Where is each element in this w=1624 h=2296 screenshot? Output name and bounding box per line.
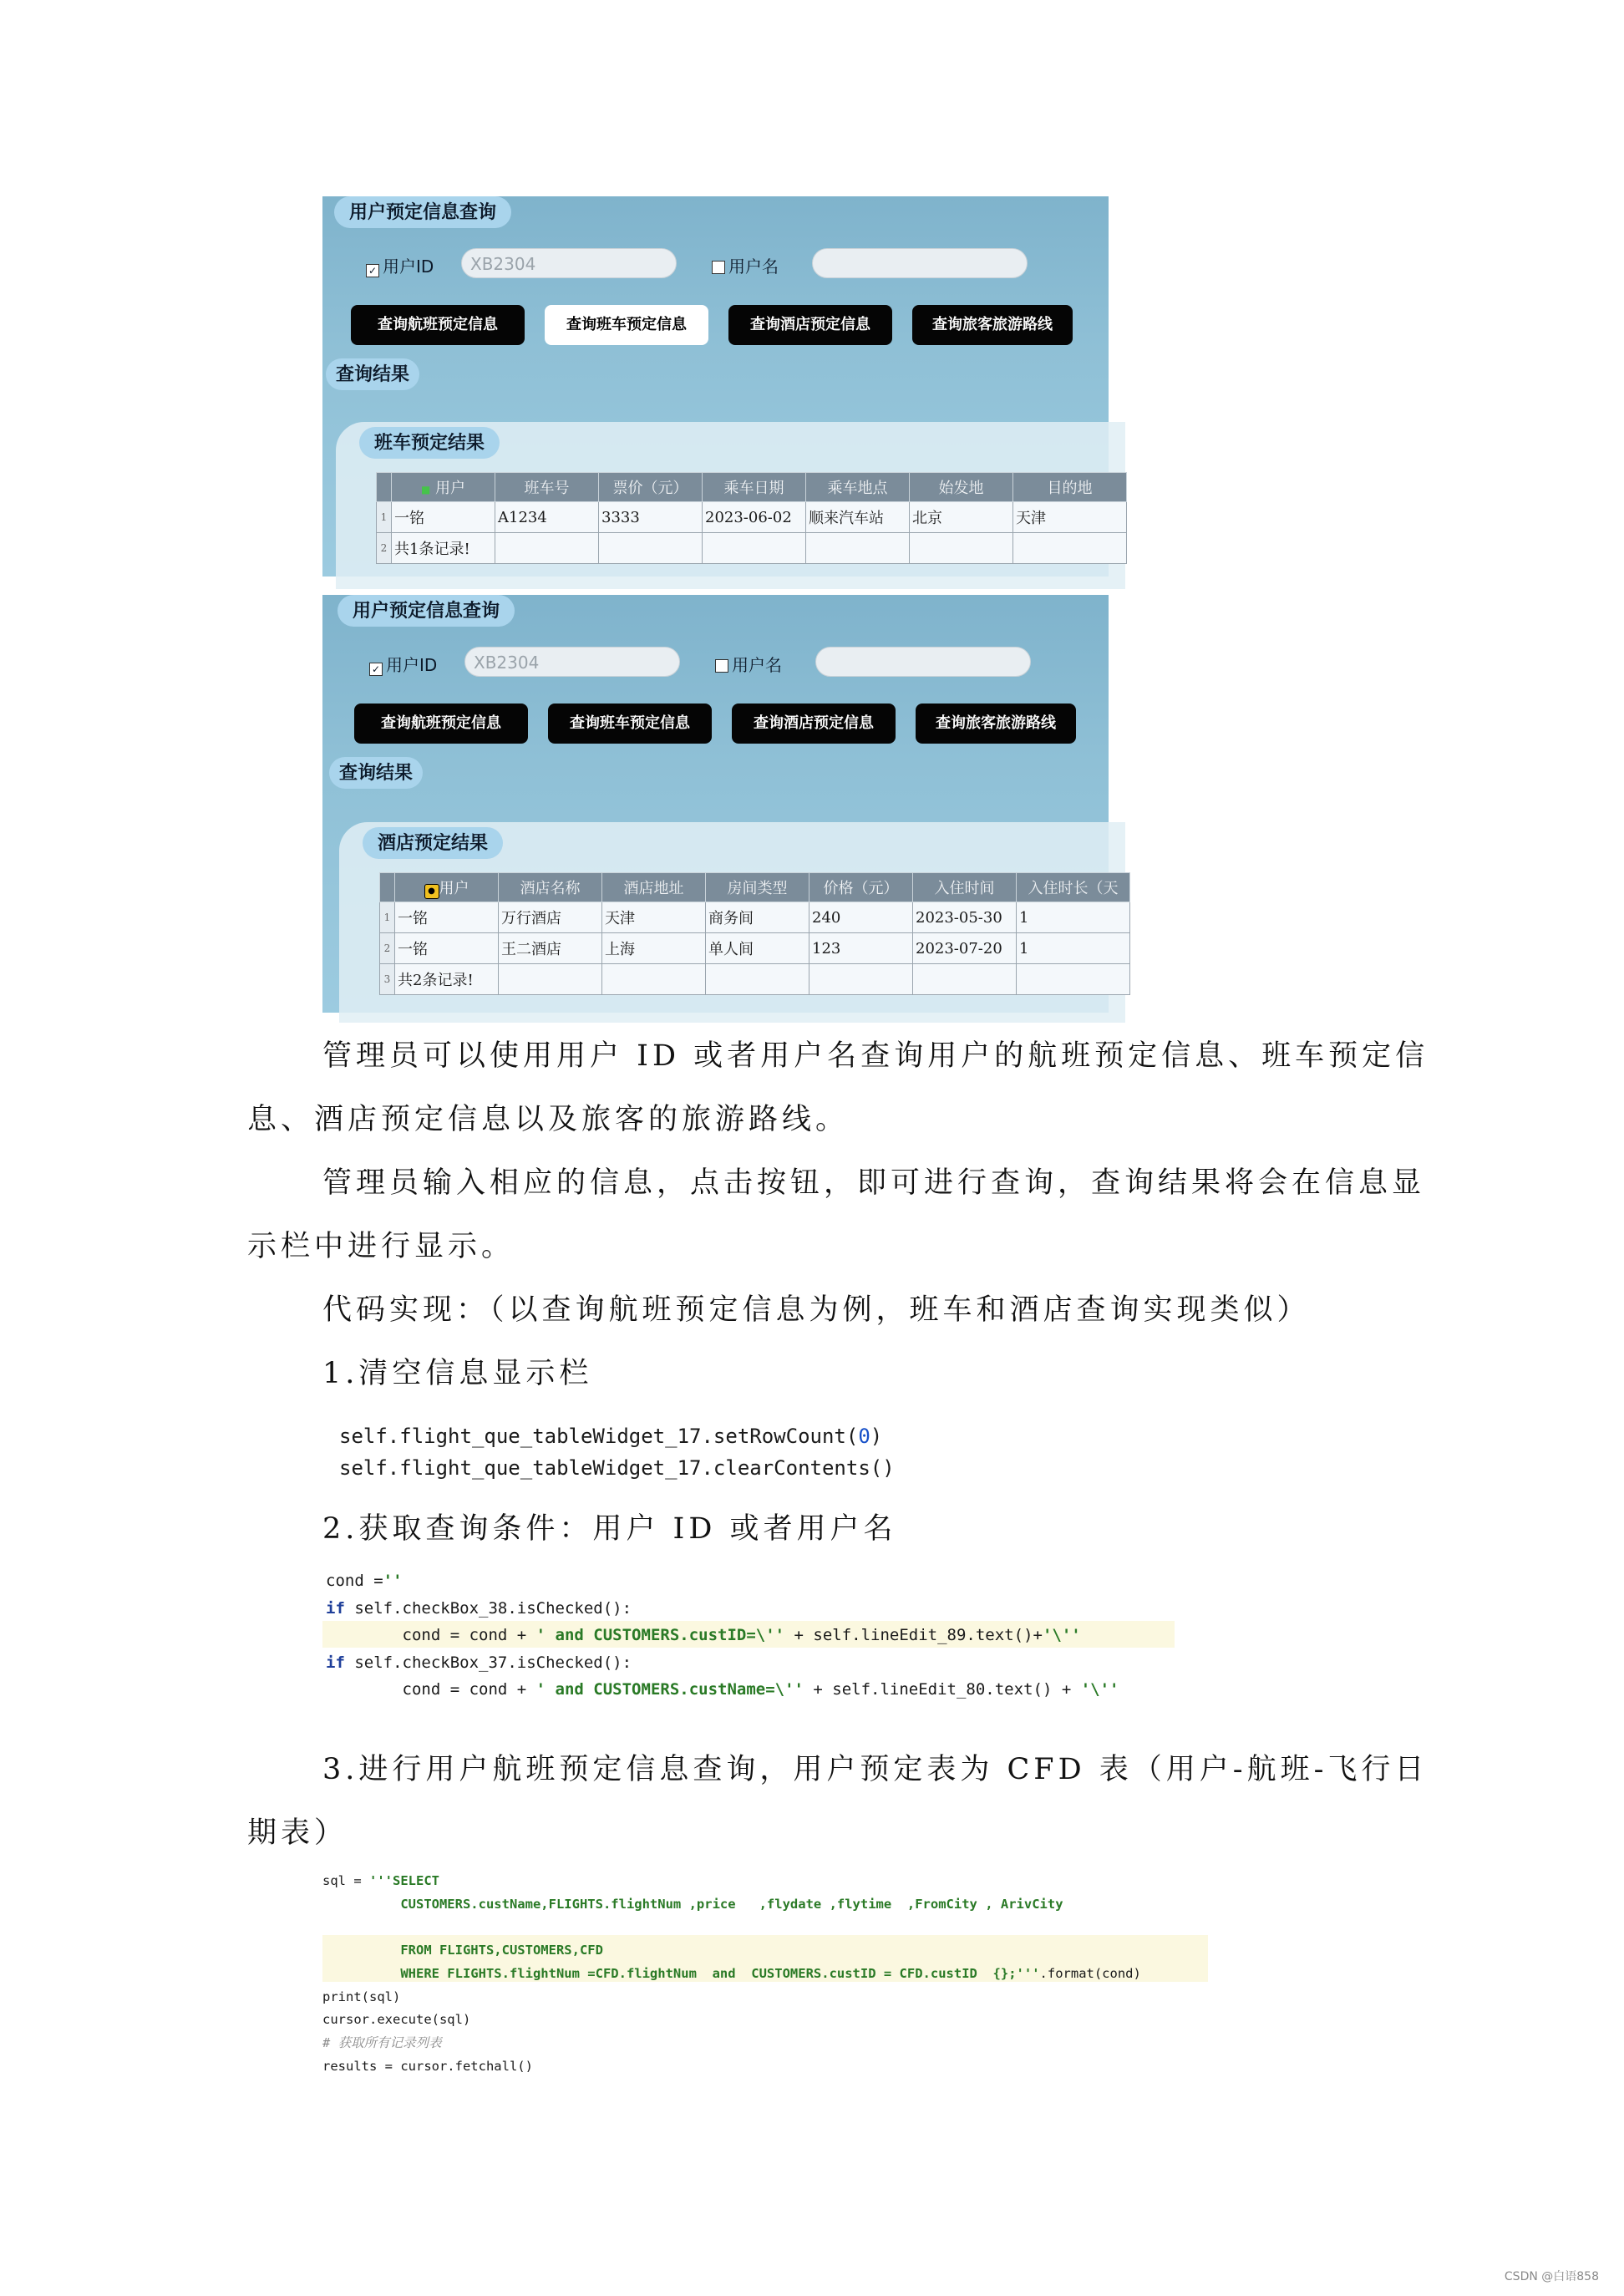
table-row[interactable] [380, 933, 1130, 964]
header-room-type[interactable]: 房间类型 [706, 873, 809, 902]
table-cell[interactable] [499, 964, 602, 995]
step-3-heading-line-2: 期表） [247, 1816, 348, 1850]
table-cell[interactable]: 北京 [910, 502, 1013, 533]
table-cell[interactable] [703, 533, 806, 564]
step-2-heading: 2.获取查询条件：用户 ID 或者用户名 [322, 1512, 897, 1546]
table-cell[interactable]: 万行酒店 [499, 902, 602, 933]
table-cell[interactable] [913, 964, 1017, 995]
section-title: 用户预定信息查询 [337, 595, 515, 627]
username-input[interactable] [812, 248, 1028, 278]
table-cell[interactable]: 天津 [1013, 502, 1127, 533]
table-cell[interactable]: 1 [1017, 902, 1130, 933]
query-bus-button[interactable]: 查询班车预定信息 [545, 305, 708, 345]
table-cell[interactable]: 商务间 [706, 902, 809, 933]
query-flight-button[interactable]: 查询航班预定信息 [351, 305, 525, 345]
userid-checkbox[interactable] [369, 652, 437, 676]
header-price[interactable]: 票价（元） [599, 473, 703, 502]
table-cell[interactable]: 天津 [602, 902, 706, 933]
table-cell[interactable] [1017, 964, 1130, 995]
checkbox-unchecked-icon[interactable] [712, 261, 725, 274]
table-cell[interactable]: 123 [809, 933, 913, 964]
header-origin[interactable]: 始发地 [910, 473, 1013, 502]
table-cell[interactable] [809, 964, 913, 995]
table-cell[interactable]: 一铭 [395, 933, 499, 964]
table-cell[interactable] [706, 964, 809, 995]
table-cell[interactable]: 共2条记录! [395, 964, 499, 995]
header-checkin[interactable]: 入住时间 [913, 873, 1017, 902]
table-cell[interactable]: 单人间 [706, 933, 809, 964]
result-title: 查询结果 [329, 757, 423, 789]
header-duration[interactable]: 入住时长（天 [1017, 873, 1130, 902]
table-row[interactable] [377, 533, 1127, 564]
table-cell[interactable]: 2023-06-02 [703, 502, 806, 533]
row-number: 3 [380, 964, 395, 995]
table-row[interactable] [377, 502, 1127, 533]
table-cell[interactable]: 一铭 [392, 502, 495, 533]
table-cell[interactable] [1013, 533, 1127, 564]
result-panel [336, 422, 1125, 589]
bus-result-table[interactable] [376, 472, 1127, 564]
table-cell[interactable]: 一铭 [395, 902, 499, 933]
paragraph-1-line-2: 息、酒店预定信息以及旅客的旅游路线。 [247, 1103, 850, 1136]
userid-checkbox[interactable] [366, 253, 434, 277]
code-block-sql: sql = '''SELECT CUSTOMERS.custName,FLIGHTS.flightNum ,price ,flydate ,flytime ,FromCity , ArivCity FROM FLIGHTS,CUSTOMERS,CFD WHERE FLIGHTS.flightNum =CFD.flightNum and CUSTOMERS.custID = CFD.custID {};'''.format(cond) print(sql) cursor.execute(sql) # 获取所有记录列表 results = cursor.fetchall() [322, 1873, 1141, 2074]
query-route-button[interactable]: 查询旅客旅游路线 [912, 305, 1073, 345]
hotel-result-table[interactable] [379, 872, 1130, 995]
table-cell[interactable]: 共1条记录! [392, 533, 495, 564]
row-number: 2 [380, 933, 395, 964]
header-bus-no[interactable]: 班车号 [495, 473, 599, 502]
table-cell[interactable] [495, 533, 599, 564]
header-place[interactable]: 乘车地点 [806, 473, 910, 502]
header-user[interactable]: ● 用户 [395, 873, 499, 902]
sort-icon: ■ [420, 484, 431, 495]
row-number: 1 [380, 902, 395, 933]
paragraph-1-line-1: 管理员可以使用用户 ID 或者用户名查询用户的航班预定信息、班车预定信 [322, 1039, 1429, 1073]
checkbox-checked-icon[interactable]: ✓ [369, 663, 383, 676]
code-block-clear: self.flight_que_tableWidget_17.setRowCount(0) self.flight_que_tableWidget_17.clearContents() [339, 1425, 895, 1480]
userid-input[interactable]: XB2304 [464, 647, 680, 677]
header-date[interactable]: 乘车日期 [703, 473, 806, 502]
row-number: 1 [377, 502, 392, 533]
username-input[interactable] [815, 647, 1031, 677]
header-price[interactable]: 价格（元） [809, 873, 913, 902]
step-1-heading: 1.清空信息显示栏 [322, 1357, 593, 1390]
table-cell[interactable]: 3333 [599, 502, 703, 533]
paragraph-2-line-1: 管理员输入相应的信息，点击按钮，即可进行查询，查询结果将会在信息显 [322, 1166, 1426, 1200]
bus-query-screenshot [322, 196, 1109, 577]
userid-label: 用户ID [386, 655, 438, 675]
table-cell[interactable] [806, 533, 910, 564]
table-row[interactable] [380, 902, 1130, 933]
table-cell[interactable]: 2023-05-30 [913, 902, 1017, 933]
table-cell[interactable]: A1234 [495, 502, 599, 533]
result-panel [339, 822, 1125, 1023]
checkbox-unchecked-icon[interactable] [715, 659, 728, 673]
checkbox-checked-icon[interactable]: ✓ [366, 264, 379, 277]
code-block-condition: cond ='' if self.checkBox_38.isChecked(): cond = cond + ' and CUSTOMERS.custID=\'' + self.lineEdit_89.text()+'\'' if self.checkBox_37.isChecked(): cond = cond + ' and CUSTOMERS.custName=\'' + self.lineEdit_80.text() + '\'' [326, 1572, 1119, 1699]
query-flight-button[interactable]: 查询航班预定信息 [354, 704, 528, 744]
query-bus-button[interactable]: 查询班车预定信息 [548, 704, 712, 744]
username-checkbox[interactable] [712, 253, 779, 277]
username-checkbox[interactable] [715, 652, 782, 676]
step-3-heading-line-1: 3.进行用户航班预定信息查询，用户预定表为 CFD 表（用户-航班-飞行日 [322, 1753, 1429, 1786]
paragraph-2-line-2: 示栏中进行显示。 [247, 1230, 515, 1263]
sort-icon: ● [424, 884, 439, 899]
table-cell[interactable] [602, 964, 706, 995]
query-hotel-button[interactable]: 查询酒店预定信息 [728, 305, 892, 345]
query-route-button[interactable]: 查询旅客旅游路线 [916, 704, 1076, 744]
table-cell[interactable]: 1 [1017, 933, 1130, 964]
header-user[interactable]: ■ 用户 [392, 473, 495, 502]
table-cell[interactable]: 2023-07-20 [913, 933, 1017, 964]
header-hotel-address[interactable]: 酒店地址 [602, 873, 706, 902]
table-cell[interactable]: 上海 [602, 933, 706, 964]
table-cell[interactable] [599, 533, 703, 564]
watermark: CSDN @白语858 [1504, 2270, 1599, 2283]
query-hotel-button[interactable]: 查询酒店预定信息 [732, 704, 896, 744]
userid-input[interactable]: XB2304 [461, 248, 677, 278]
section-title: 用户预定信息查询 [334, 196, 511, 228]
table-cell[interactable]: 王二酒店 [499, 933, 602, 964]
paragraph-3: 代码实现：（以查询航班预定信息为例，班车和酒店查询实现类似） [322, 1293, 1311, 1327]
username-label: 用户名 [728, 257, 779, 277]
panel-title: 酒店预定结果 [363, 827, 503, 859]
hotel-query-screenshot [322, 595, 1119, 1013]
username-label: 用户名 [732, 655, 782, 675]
header-hotel-name[interactable]: 酒店名称 [499, 873, 602, 902]
row-number: 2 [377, 533, 392, 564]
panel-title: 班车预定结果 [359, 427, 500, 459]
table-cell[interactable]: 240 [809, 902, 913, 933]
userid-label: 用户ID [383, 257, 434, 277]
table-row[interactable] [380, 964, 1130, 995]
result-title: 查询结果 [326, 358, 419, 390]
table-cell[interactable] [910, 533, 1013, 564]
table-cell[interactable]: 顺来汽车站 [806, 502, 910, 533]
header-destination[interactable]: 目的地 [1013, 473, 1127, 502]
